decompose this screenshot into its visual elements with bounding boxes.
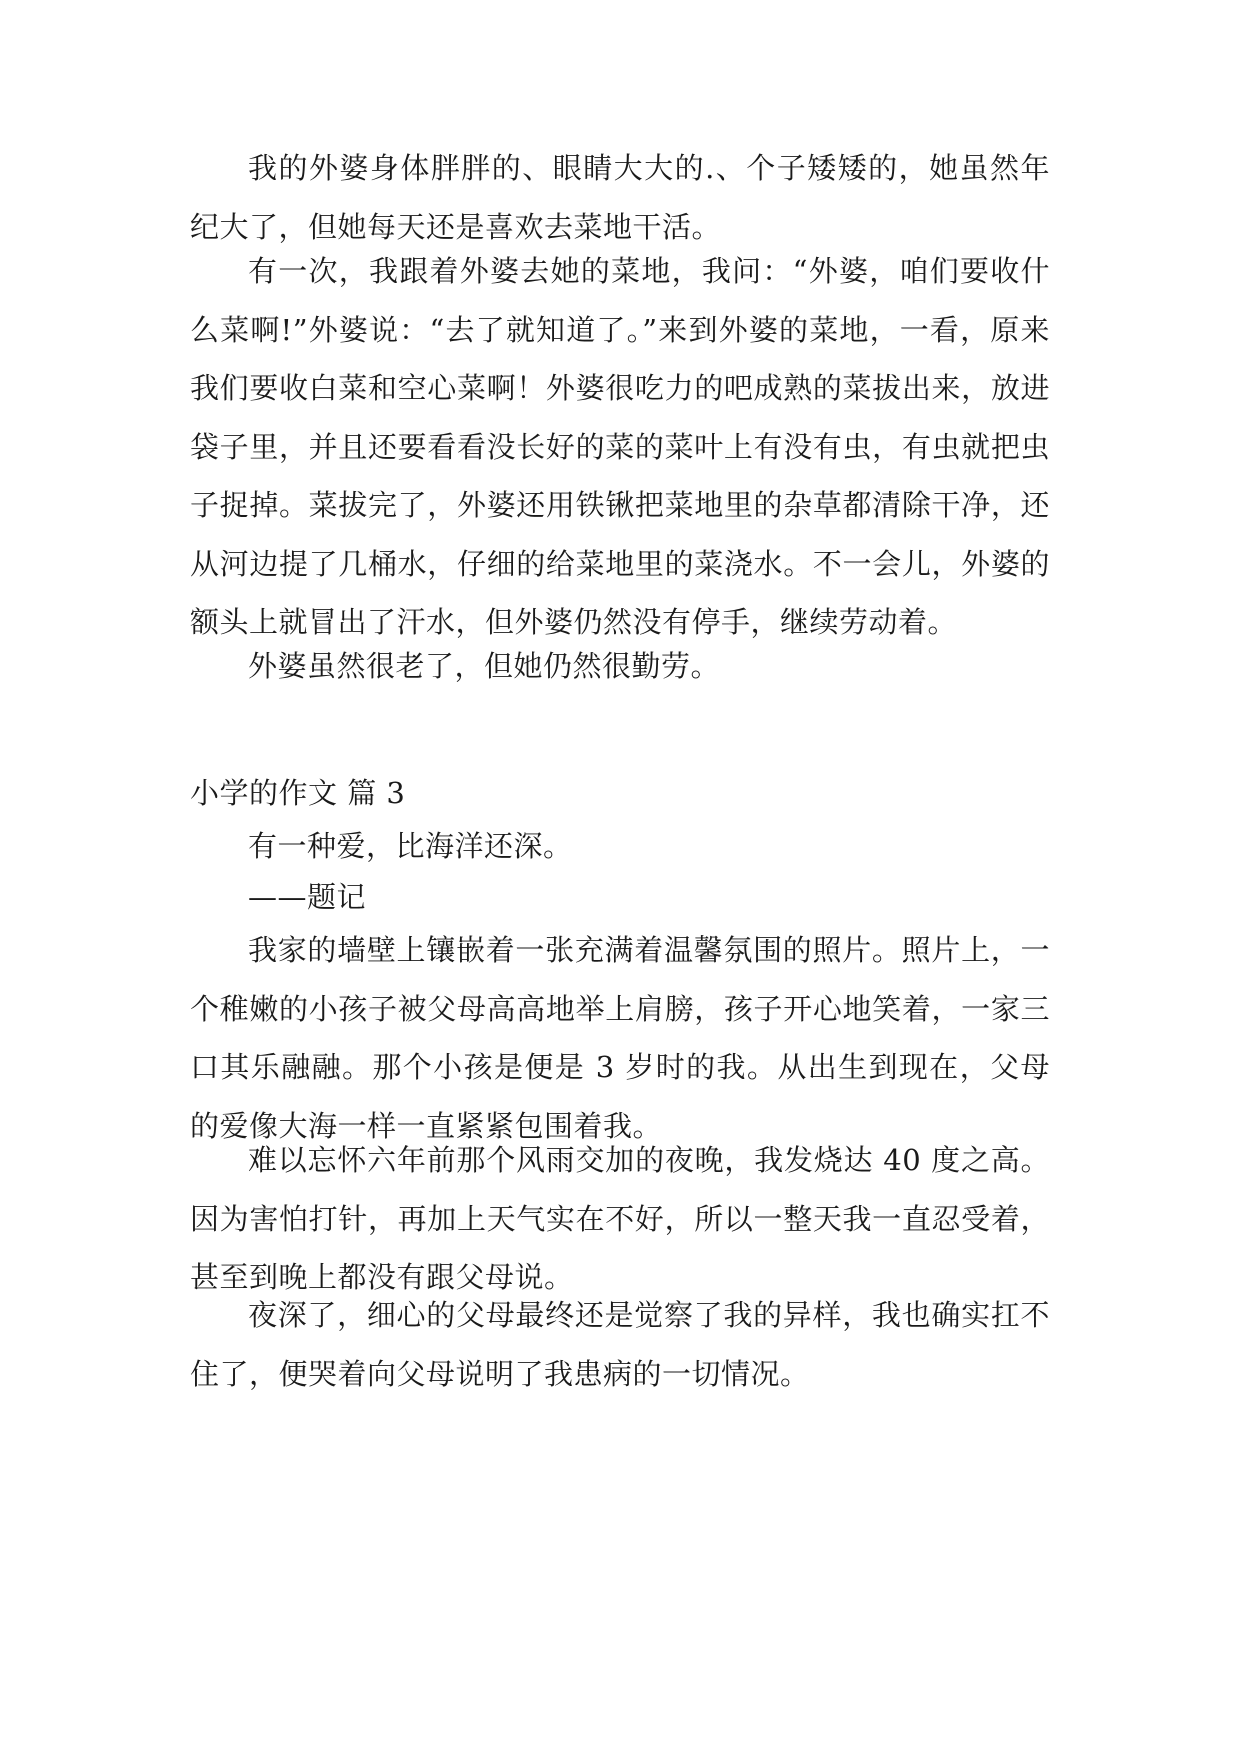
epigraph-signature: ——题记 <box>248 880 367 914</box>
paragraph-grandma-diligent: 外婆虽然很老了，但她仍然很勤劳。 <box>248 649 721 683</box>
paragraph-parents-notice: 夜深了，细心的父母最终还是觉察了我的异样，我也确实扛不住了，便哭着向父母说明了我患病的一切情况。 <box>190 1298 1050 1391</box>
paragraph-family-photo: 我家的墙壁上镶嵌着一张充满着温馨氛围的照片。照片上，一个稚嫩的小孩子被父母高高地举上肩膀，孩子开心地笑着，一家三口其乐融融。那个小孩是便是 3 岁时的我。从出生到现在，父母的爱像大海一样一直紧紧包围着我。 <box>190 933 1050 1143</box>
paragraph-grandma-vegetable-field: 有一次，我跟着外婆去她的菜地，我问：“外婆，咱们要收什么菜啊!”外婆说：“去了就知道了。”来到外婆的菜地，一看，原来我们要收白菜和空心菜啊！外婆很吃力的吧成熟的菜拔出来，放进袋子里，并且还要看看没长好的菜的菜叶上有没有虫，有虫就把虫子捉掉。菜拔完了，外婆还用铁锹把菜地里的杂草都清除干净，还从河边提了几桶水，仔细的给菜地里的菜浇水。不一会儿，外婆的额头上就冒出了汗水，但外婆仍然没有停手，继续劳动着。 <box>190 254 1050 639</box>
paragraph-fever-night: 难以忘怀六年前那个风雨交加的夜晚，我发烧达 40 度之高。因为害怕打针，再加上天气实在不好，所以一整天我一直忍受着，甚至到晚上都没有跟父母说。 <box>190 1143 1050 1294</box>
epigraph: 有一种爱，比海洋还深。 <box>248 829 573 863</box>
paragraph-grandma-appearance: 我的外婆身体胖胖的、眼睛大大的.、个子矮矮的，她虽然年纪大了，但她每天还是喜欢去菜地干活。 <box>190 151 1050 244</box>
section-heading: 小学的作文 篇 3 <box>190 776 406 810</box>
